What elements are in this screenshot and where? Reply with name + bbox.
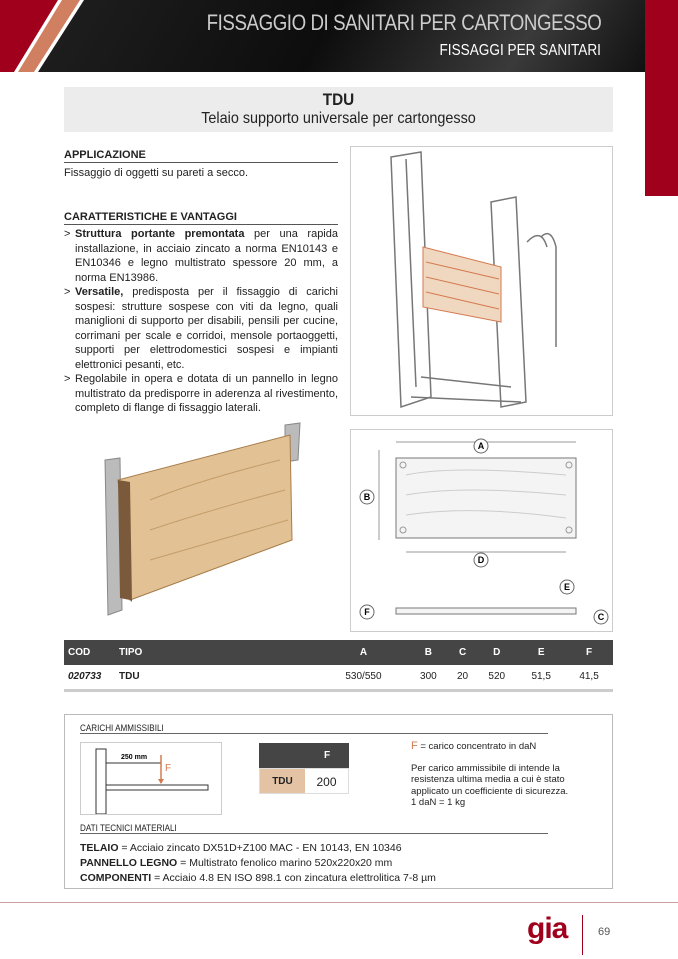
cell-d: 520 [476, 665, 517, 690]
application-text: Fissaggio di oggetti su pareti a secco. [64, 167, 249, 179]
cell-e: 51,5 [517, 665, 565, 690]
product-subtitle: Telaio supporto universale per cartongesso [201, 110, 476, 127]
materials-list [80, 841, 436, 886]
force-label: F [165, 763, 172, 774]
application-heading: APPLICAZIONE [64, 149, 338, 163]
page-number: 69 [598, 926, 611, 938]
col-d: D [476, 640, 517, 665]
feature-item: > Struttura portante premontata per una rapida installazione, in acciaio zincato a norma EN10143 e EN10346 e legno multistrato spessore 20 mm, a norma EN13986. [64, 227, 338, 285]
dim-label-d: D [477, 555, 485, 565]
cell-tipo: TDU [119, 665, 319, 690]
category-title: FISSAGGIO DI SANITARI PER CARTONGESSO [206, 10, 601, 35]
feature-item: > Regolabile in opera e dotata di un pannello in legno multistrato da predisporre in aderenza al rivestimento, completo di flange di fissaggio laterali. [64, 372, 338, 416]
load-value: 200 [316, 775, 337, 789]
material-item: PANNELLO LEGNO = Multistrato fenolico marino 520x220x20 mm [80, 857, 393, 869]
dim-label-c: C [597, 612, 605, 622]
table-row [64, 665, 613, 690]
header-stripe-decoration [0, 0, 90, 72]
col-tipo: TIPO [119, 640, 319, 665]
page-header [0, 0, 645, 72]
dim-label-b: B [363, 492, 371, 502]
material-item: COMPONENTI = Acciaio 4.8 EN ISO 898.1 con zincatura elettrolitica 7-8 µm [80, 872, 436, 884]
dimension-drawing [350, 429, 613, 632]
cell-cod: 020733 [64, 665, 119, 690]
load-table [259, 743, 349, 794]
load-col-f: F [305, 743, 349, 768]
unit-conversion: 1 daN = 1 kg [411, 797, 466, 808]
cell-b: 300 [408, 665, 449, 690]
dim-label-e: E [563, 582, 571, 592]
material-item: TELAIO = Acciaio zincato DX51D+Z100 MAC - EN 10143, EN 10346 [80, 842, 402, 854]
feature-item: > Versatile, predisposta per il fissaggio di carichi sospesi: strutture sospese con viti da legno, quali maniglioni di supporto per disabili, pensili per cucine, corrimani per scale e corridoi, mensole portaoggetti, supporti per elettrodomestici sospesi e impianti elettronici pesanti, etc. [64, 285, 338, 372]
col-c: C [449, 640, 476, 665]
subcategory-title: FISSAGGI PER SANITARI [439, 42, 601, 59]
cell-f: 41,5 [565, 665, 613, 690]
frame-3d-illustration [350, 146, 613, 416]
col-cod: COD [64, 640, 119, 665]
dim-label-f: F [364, 607, 370, 617]
cell-c: 20 [449, 665, 476, 690]
product-code: TDU [322, 90, 355, 109]
loads-heading: CARICHI AMMISSIBILI [80, 723, 548, 734]
brand-logo: gia [527, 912, 568, 945]
loads-box [64, 714, 613, 889]
col-b: B [408, 640, 449, 665]
distance-label: 250 mm [121, 754, 148, 761]
dim-label-a: A [477, 441, 485, 451]
product-photo [100, 420, 305, 620]
footer-divider [0, 902, 678, 903]
side-tab [645, 0, 678, 196]
load-note: Per carico ammissibile di intende la resistenza ultima media a cui è stato applicato un coefficiente di sicurezza. [411, 762, 569, 797]
table-header-row [64, 640, 613, 665]
footer-separator [582, 915, 583, 955]
dimensions-table [64, 640, 613, 692]
load-row-label: TDU [260, 769, 305, 793]
cell-a: 530/550 [319, 665, 408, 690]
product-title-box [64, 87, 613, 132]
col-e: E [517, 640, 565, 665]
features-heading: CARATTERISTICHE E VANTAGGI [64, 211, 338, 225]
features-list [64, 227, 338, 416]
col-f: F [565, 640, 613, 665]
col-a: A [319, 640, 408, 665]
load-legend: F = carico concentrato in daN Per carico ammissibile di intende la resistenza ultima media a cui è stato applicato un coefficiente di sicurezza. 1 daN = 1 kg [411, 741, 601, 809]
load-diagram [80, 742, 222, 815]
materials-heading: DATI TECNICI MATERIALI [80, 823, 548, 834]
